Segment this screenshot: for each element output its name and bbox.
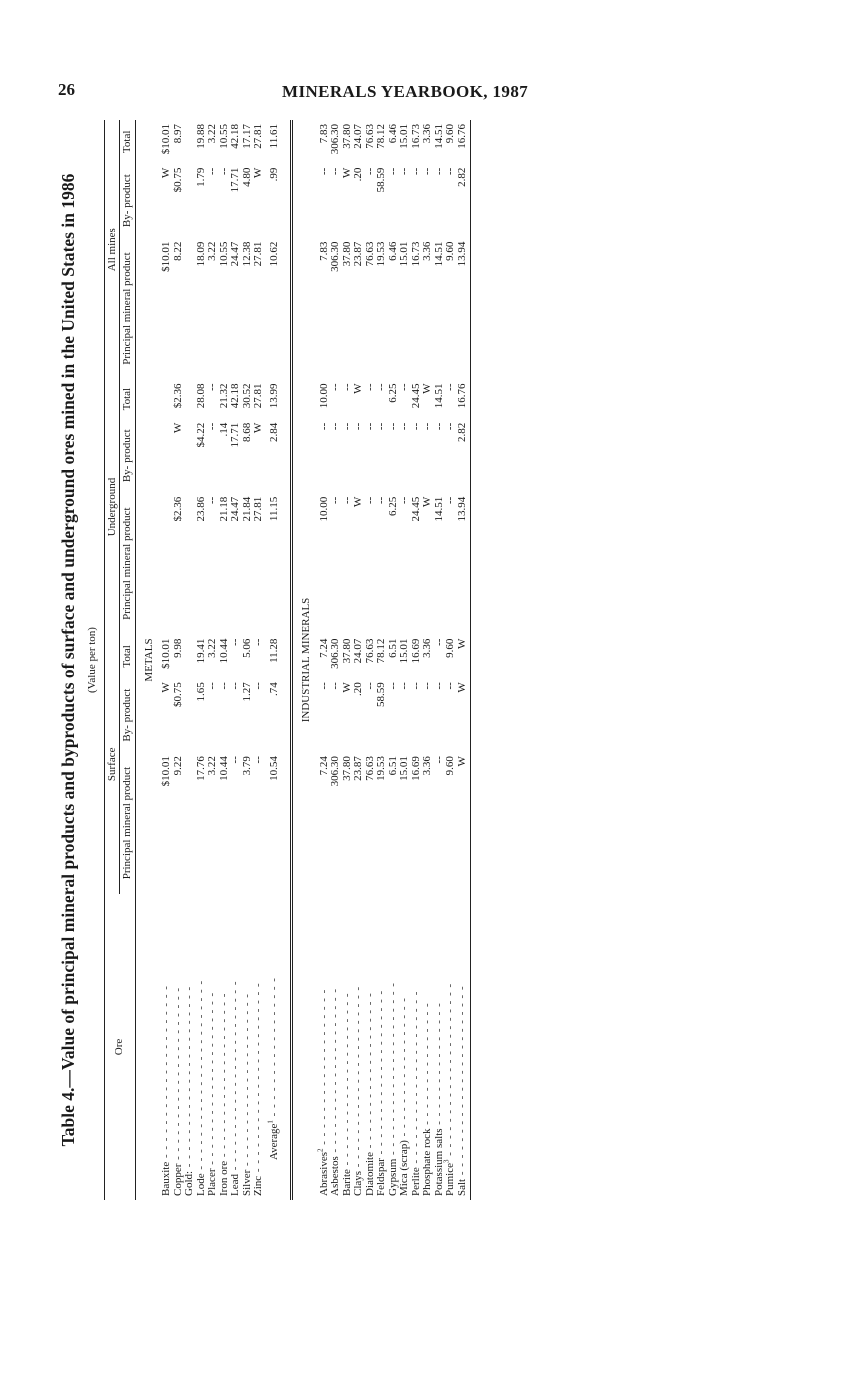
value-cell: 19.53 — [375, 756, 387, 781]
value-cell: 16.69 — [409, 756, 422, 781]
value-cell: 306.30 — [329, 638, 341, 669]
value-cell: 6.51 — [386, 638, 399, 658]
value-cell: -- — [386, 682, 399, 690]
value-cell: 24.45 — [409, 383, 422, 409]
value-cell — [161, 419, 173, 493]
value-cell: -- — [375, 422, 387, 431]
average-value-cell: 11.28 — [265, 635, 292, 679]
value-cell: 15.01 — [398, 124, 410, 149]
value-cell: W — [340, 167, 353, 179]
average-value-cell: 2.84 — [265, 419, 292, 493]
value-cell: -- — [432, 167, 445, 175]
value-cell: -- — [340, 383, 353, 391]
value-cell: 9.60 — [444, 124, 456, 144]
ore-name: Lode — [194, 1173, 207, 1196]
value-cell: -- — [206, 167, 218, 175]
value-cell: 24.45 — [409, 496, 422, 522]
value-cell: 6.51 — [386, 756, 399, 776]
average-value-cell: 10.54 — [265, 752, 292, 894]
value-cell: $10.01 — [160, 241, 172, 272]
value-cell: $2.36 — [171, 496, 184, 522]
value-cell: 15.01 — [398, 756, 410, 781]
ore-name: Iron ore — [217, 1160, 230, 1196]
value-cell: -- — [352, 422, 364, 431]
value-cell: -- — [206, 422, 218, 431]
value-cell: 14.51 — [432, 241, 445, 267]
table-units: (Value per ton) — [86, 627, 98, 693]
value-cell: -- — [398, 422, 410, 431]
section-header-row — [135, 120, 161, 1200]
value-cell: 8.97 — [171, 124, 184, 144]
value-cell: -- — [444, 167, 456, 175]
value-cell: 5.06 — [240, 638, 253, 658]
ore-name: Potassium salts — [432, 1128, 445, 1196]
value-cell: 28.08 — [194, 383, 207, 409]
value-cell: -- — [363, 496, 376, 505]
value-cell — [184, 164, 196, 238]
value-cell: W — [160, 682, 172, 693]
col-header-principal: Principal mineral product — [119, 493, 135, 635]
value-cell: 10.00 — [317, 383, 330, 409]
footnote-marker: 2 — [315, 1148, 324, 1152]
value-cell: 23.86 — [194, 496, 207, 522]
value-cell: 3.22 — [206, 756, 218, 776]
value-cell: 13.94 — [455, 496, 468, 522]
value-cell: .20 — [352, 682, 364, 696]
value-cell — [184, 419, 196, 493]
ore-name: Pumice — [444, 1163, 456, 1196]
leader-dots: - - - - - - - - - - - - - - - — [432, 1002, 445, 1129]
value-cell: 19.41 — [194, 638, 207, 664]
value-cell: 24.47 — [229, 496, 241, 522]
value-cell: 21.18 — [217, 496, 230, 522]
ore-name: Feldspar — [375, 1158, 387, 1196]
value-cell: -- — [252, 756, 264, 764]
value-cell: 6.25 — [386, 383, 399, 403]
group-header-all-mines: All mines — [105, 120, 120, 379]
value-cell: -- — [432, 638, 445, 646]
value-cell: W — [455, 638, 468, 649]
leader-dots: - - - - - - - - - - - - - - - - - - - - — [217, 992, 230, 1161]
value-cell — [161, 493, 173, 635]
value-cell: 4.80 — [240, 167, 253, 187]
value-cell: -- — [317, 422, 330, 431]
col-header-total: Total — [119, 379, 135, 418]
leader-dots: - - - - - - - - - - - - - - - - - - - — [363, 992, 376, 1152]
col-header-total: Total — [119, 120, 135, 164]
value-cell: 1.79 — [194, 167, 207, 187]
value-cell: 30.52 — [240, 383, 253, 409]
leader-dots: - - - - - - - - - - - - - - - — [421, 1002, 433, 1129]
value-cell: 14.51 — [432, 383, 445, 409]
value-cell — [161, 379, 173, 418]
value-cell: -- — [432, 682, 445, 690]
value-cell: 3.36 — [421, 124, 433, 144]
footnote-marker: 3 — [442, 1159, 451, 1163]
value-cell: 16.73 — [409, 124, 422, 149]
ore-name-cell — [457, 894, 469, 1200]
value-cell: -- — [444, 496, 456, 505]
value-cell: 3.36 — [421, 756, 433, 776]
value-cell: -- — [398, 682, 410, 690]
value-cell: 16.73 — [409, 241, 422, 267]
leader-dots: - - - - - - - - - - - - - - - - - - - - - — [206, 991, 218, 1169]
value-cell: 21.32 — [217, 383, 230, 409]
value-cell: $0.75 — [171, 167, 184, 193]
value-cell: -- — [229, 682, 241, 690]
leader-dots: - - - - - - - - - - - - - - - - - - - — [317, 988, 330, 1149]
value-cell: -- — [329, 383, 341, 391]
value-cell: 9.60 — [444, 638, 456, 658]
ore-name: Salt — [455, 1178, 468, 1196]
value-cell: 42.18 — [229, 124, 241, 149]
value-cell: -- — [375, 496, 387, 505]
ore-name: Perlite — [409, 1167, 422, 1196]
value-cell: 23.87 — [352, 756, 364, 781]
value-cell: 16.69 — [409, 638, 422, 664]
average-value-cell: .74 — [265, 678, 292, 752]
value-cell: -- — [252, 638, 264, 646]
value-cell: 10.44 — [217, 756, 230, 781]
ore-name: Zinc — [252, 1175, 264, 1196]
section-header-row — [292, 120, 319, 1200]
value-cell — [184, 379, 196, 418]
value-cell: W — [421, 496, 433, 508]
leader-dots: - - - - - - - - - - - - - - - - - — [398, 997, 410, 1141]
value-cell: -- — [444, 682, 456, 690]
value-cell — [184, 635, 196, 679]
section-title: METALS — [142, 638, 155, 682]
value-cell: 19.53 — [375, 241, 387, 267]
value-cell: 3.22 — [206, 124, 218, 144]
value-cell: 58.59 — [375, 167, 387, 193]
value-cell: $0.75 — [171, 682, 184, 707]
leader-dots: - - - - - - - - - - - - - - - - - - - - - — [240, 993, 253, 1170]
value-cell: 10.44 — [217, 638, 230, 664]
ore-name: Mica (scrap) — [398, 1140, 410, 1196]
value-cell: 37.80 — [340, 756, 353, 781]
value-cell: -- — [421, 682, 433, 690]
value-cell: W — [340, 682, 353, 693]
value-cell: -- — [409, 422, 422, 431]
value-cell: $10.01 — [160, 756, 172, 787]
ore-name: Gypsum — [386, 1158, 399, 1196]
value-cell — [184, 238, 196, 380]
value-cell: -- — [206, 682, 218, 690]
value-cell: -- — [421, 167, 433, 175]
average-value-cell: 13.99 — [265, 379, 292, 418]
table-bottom-rule — [468, 120, 471, 1200]
value-cell: -- — [398, 496, 410, 505]
average-value-cell: 11.15 — [265, 493, 292, 635]
leader-dots: - - - - - - - - - - - - - - - - - - - - - — [409, 990, 422, 1168]
value-cell: 15.01 — [398, 241, 410, 267]
average-value-cell: .99 — [265, 164, 292, 238]
value-cell: -- — [409, 167, 422, 175]
value-cell: 76.63 — [363, 241, 376, 267]
ore-name: Diatomite — [363, 1152, 376, 1196]
value-cell: -- — [386, 167, 399, 175]
value-cell: -- — [398, 167, 410, 175]
section-title: INDUSTRIAL MINERALS — [300, 597, 312, 723]
ore-name: Clays — [352, 1170, 364, 1196]
value-cell — [184, 120, 196, 164]
value-cell: -- — [329, 422, 341, 431]
value-cell: 23.87 — [352, 241, 364, 267]
value-cell: W — [455, 756, 468, 767]
leader-dots: - - - - - - - - - - - - - - - - - - - - - - - — [252, 982, 264, 1176]
average-value-cell: 10.62 — [265, 238, 292, 380]
value-cell: 3.22 — [206, 241, 218, 261]
value-cell: 6.46 — [386, 241, 399, 261]
table-body — [135, 120, 471, 1200]
value-cell: 9.98 — [171, 638, 184, 658]
footnote-marker: 1 — [265, 1120, 274, 1124]
value-cell: $2.36 — [171, 383, 184, 409]
value-cell: 10.55 — [217, 124, 230, 149]
value-cell: 9.22 — [171, 756, 184, 776]
value-cell: 9.60 — [444, 756, 456, 776]
value-cell: 7.83 — [317, 241, 330, 261]
leader-dots: - - - - - - - - - - - - - - - - - - - - - — [386, 982, 399, 1159]
ore-name-cell — [265, 894, 292, 1200]
value-cell: 306.30 — [329, 756, 341, 787]
value-cell: -- — [432, 422, 445, 431]
value-cell: -- — [329, 496, 341, 505]
value-cell: 1.65 — [194, 682, 207, 702]
table-caption: Table 4.—Value of principal mineral products and byproducts of surface and underground ores mined in the United States in 1986 — [58, 173, 78, 1147]
value-cell: 13.94 — [455, 241, 468, 267]
value-cell: 10.00 — [317, 496, 330, 522]
value-cell: -- — [409, 682, 422, 690]
value-cell: 42.18 — [229, 383, 241, 409]
value-cell: -- — [363, 167, 376, 175]
value-cell: 3.22 — [206, 638, 218, 658]
ore-name: Lead — [229, 1174, 241, 1196]
value-cell: 2.82 — [455, 422, 468, 443]
ore-name: Placer — [206, 1168, 218, 1196]
value-cell: 3.36 — [421, 638, 433, 658]
data-table — [104, 120, 471, 1200]
value-cell: 9.60 — [444, 241, 456, 261]
col-header-byproduct: By- product — [119, 678, 135, 752]
value-cell: 2.82 — [455, 167, 468, 187]
value-cell: 27.81 — [252, 124, 264, 149]
value-cell: 76.63 — [363, 638, 376, 664]
ore-name-cell — [253, 894, 265, 1200]
value-cell: 8.68 — [240, 422, 253, 443]
col-header-principal: Principal mineral product — [119, 752, 135, 894]
value-cell: -- — [329, 682, 341, 690]
value-cell: 58.59 — [375, 682, 387, 707]
value-cell: 17.76 — [194, 756, 207, 781]
leader-dots: - - - - - - - - - - - - - - - - - - - - - — [171, 986, 184, 1164]
value-cell: 27.81 — [252, 383, 264, 409]
leader-dots: - - - - - - - - - - - - - - - - - - - - - — [160, 985, 172, 1162]
value-cell: 7.24 — [317, 638, 330, 658]
value-cell: 1.27 — [240, 682, 253, 702]
value-cell — [184, 678, 196, 752]
value-cell: W — [252, 422, 264, 434]
value-cell: 3.79 — [240, 756, 253, 776]
leader-dots: - - - - - - - - - - - - - - - - - - - - - — [444, 982, 456, 1160]
value-cell: 16.76 — [455, 383, 468, 409]
value-cell: -- — [432, 756, 445, 764]
value-cell: -- — [398, 383, 410, 391]
ore-name: Gold: — [183, 1170, 195, 1196]
average-value-cell: 11.61 — [265, 120, 292, 164]
value-cell: -- — [317, 682, 330, 690]
page-number: 26 — [58, 80, 75, 99]
value-cell: 14.51 — [432, 496, 445, 522]
leader-dots: - - - - - - - - - - - - - - - - - - - - - - - — [194, 979, 207, 1174]
ore-name: Phosphate rock — [421, 1128, 433, 1196]
value-cell: 17.71 — [229, 167, 241, 193]
ore-name: Abrasives — [317, 1152, 330, 1196]
col-header-principal: Principal mineral product — [119, 238, 135, 380]
value-cell: 17.71 — [229, 422, 241, 448]
value-cell: 10.55 — [217, 241, 230, 267]
value-cell: -- — [252, 682, 264, 690]
value-cell: -- — [217, 167, 230, 175]
value-cell: $4.22 — [194, 422, 207, 448]
value-cell: -- — [229, 638, 241, 646]
value-cell: $10.01 — [160, 124, 172, 155]
value-cell: 76.63 — [363, 124, 376, 149]
value-cell: W — [252, 167, 264, 179]
value-cell: W — [352, 496, 364, 508]
value-cell — [184, 493, 196, 635]
value-cell: -- — [340, 496, 353, 505]
value-cell: -- — [386, 422, 399, 431]
value-cell: 37.80 — [340, 638, 353, 664]
value-cell: 27.81 — [252, 241, 264, 267]
leader-dots: - - - - - - - - - - - - - - - - - — [267, 977, 280, 1121]
rotated-table-block — [58, 120, 558, 1200]
value-cell: W — [421, 383, 433, 394]
value-cell: 17.17 — [240, 124, 253, 149]
value-cell: 76.63 — [363, 756, 376, 781]
average-label: Average — [267, 1123, 280, 1160]
col-header-byproduct: By- product — [119, 164, 135, 238]
value-cell: -- — [206, 383, 218, 391]
value-cell: 19.88 — [194, 124, 207, 149]
value-cell: 37.80 — [340, 241, 353, 267]
value-cell: -- — [217, 682, 230, 690]
value-cell: 24.47 — [229, 241, 241, 267]
value-cell: 8.22 — [171, 241, 184, 261]
leader-dots: - - - - - - - - - - - - - - - - - - - - - - - — [229, 980, 241, 1175]
value-cell: 78.12 — [375, 638, 387, 664]
value-cell: -- — [363, 422, 376, 431]
ore-name: Barite — [340, 1169, 353, 1196]
value-cell: -- — [444, 422, 456, 431]
ore-name: Bauxite — [160, 1161, 172, 1196]
value-cell: 24.07 — [352, 124, 364, 149]
value-cell: .14 — [217, 422, 230, 437]
value-cell: -- — [363, 682, 376, 690]
value-cell: 18.09 — [194, 241, 207, 267]
value-cell: -- — [421, 422, 433, 431]
col-header-byproduct: By- product — [119, 419, 135, 493]
value-cell: 14.51 — [432, 124, 445, 149]
value-cell: 306.30 — [329, 124, 341, 155]
value-cell: W — [352, 383, 364, 394]
value-cell: $10.01 — [160, 638, 172, 669]
value-cell: -- — [444, 383, 456, 391]
value-cell: -- — [317, 167, 330, 175]
col-header-total: Total — [119, 635, 135, 679]
value-cell: 7.24 — [317, 756, 330, 776]
value-cell: 7.83 — [317, 124, 330, 144]
value-cell: 6.46 — [386, 124, 399, 144]
value-cell: 306.30 — [329, 241, 341, 272]
value-cell: 24.07 — [352, 638, 364, 664]
value-cell: W — [160, 167, 172, 179]
value-cell: 15.01 — [398, 638, 410, 664]
value-cell: W — [171, 422, 184, 434]
ore-name: Silver — [240, 1169, 253, 1196]
value-cell: .20 — [352, 167, 364, 182]
leader-dots: - - - - - - - - - - - - - - - - - - - - — [375, 989, 387, 1159]
value-cell: 37.80 — [340, 124, 353, 149]
value-cell: -- — [340, 422, 353, 431]
ore-name: Asbestos — [329, 1156, 341, 1196]
leader-dots: - - - - - - - - - - - - - - - - - - - - — [329, 988, 341, 1157]
ore-name: Copper — [171, 1163, 184, 1196]
running-title: MINERALS YEARBOOK, 1987 — [282, 82, 529, 101]
value-cell: -- — [375, 383, 387, 391]
leader-dots: - - - - - - - - - - - - - - - - - - - - - - - — [455, 985, 468, 1179]
value-cell: 6.25 — [386, 496, 399, 516]
average-row — [265, 120, 292, 1200]
table-row — [457, 120, 469, 1200]
table-row — [253, 120, 265, 1200]
value-cell: 16.76 — [455, 124, 468, 149]
value-cell: -- — [229, 756, 241, 764]
leader-dots: - - - - - - - - - - - - - - - - - - - - - - — [352, 985, 364, 1171]
value-cell: -- — [329, 167, 341, 175]
value-cell: 21.84 — [240, 496, 253, 522]
value-cell: 12.38 — [240, 241, 253, 267]
value-cell: 3.36 — [421, 241, 433, 261]
value-cell: 27.81 — [252, 496, 264, 522]
leader-dots: - - - - - - - - - - - - - - - - - - - - - - — [183, 985, 195, 1171]
value-cell: -- — [363, 383, 376, 391]
value-cell — [184, 752, 196, 894]
value-cell: -- — [206, 496, 218, 505]
group-header-surface: Surface — [105, 635, 120, 894]
ore-column-header: Ore — [105, 894, 136, 1200]
group-header-underground: Underground — [105, 379, 120, 634]
value-cell: 78.12 — [375, 124, 387, 149]
value-cell: W — [455, 682, 468, 693]
leader-dots: - - - - - - - - - - - - - - - - - - - - - — [340, 992, 353, 1170]
